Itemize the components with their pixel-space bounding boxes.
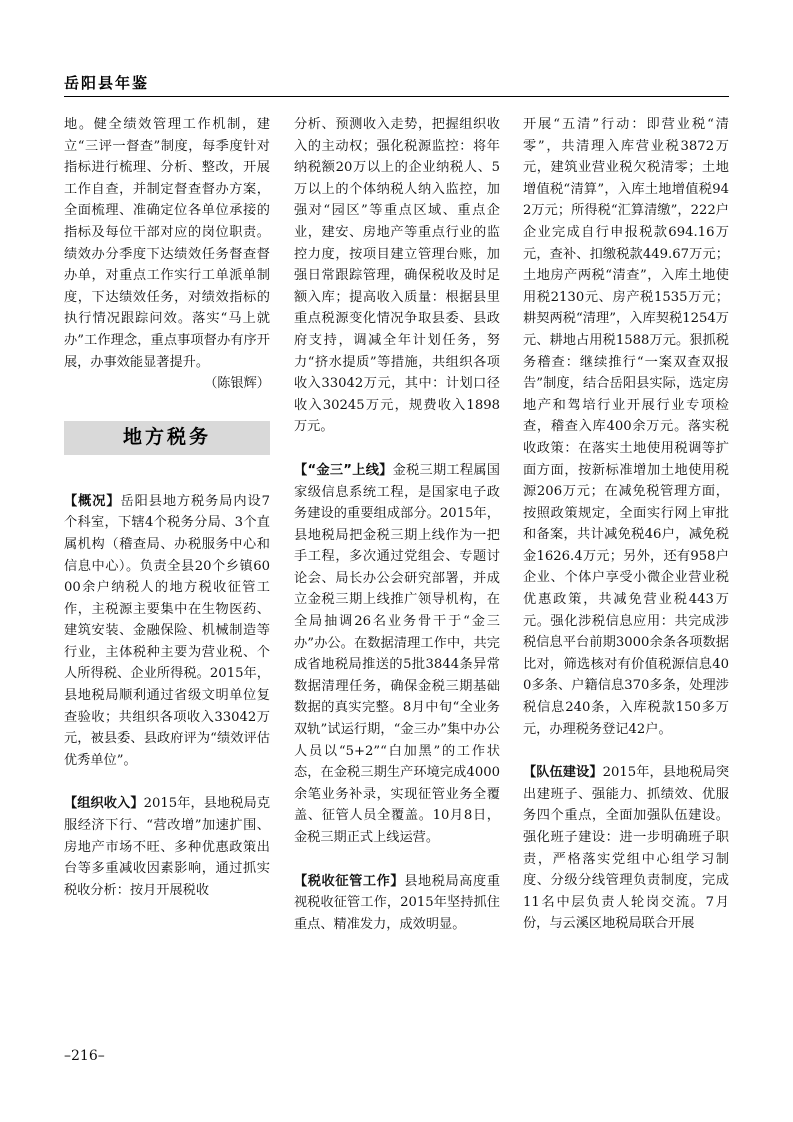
revenue-tag: 【组织收入】 <box>64 796 144 812</box>
paragraph-team-building <box>523 762 729 935</box>
column-3 <box>523 114 729 935</box>
paragraph-performance: 地。健全绩效管理工作机制，建立“三评一督查”制度，每季度针对指标进行梳理、分析、整改，开展工作自查，并制定督查督办方案，全面梳理、准确定位各单位承接的指标及每位干部对应的岗位职责。绩效办分季度下达绩效任务督查督办单，对重点工作实行工单派单制度，下达绩效任务，对绩效指标的执行情况跟踪问效。落实“马上就办”工作理念，重点事项督办有序开展，办事效能显著提升。 <box>64 117 270 370</box>
golden-tax-tag: 【“金三”上线】 <box>294 462 393 478</box>
page-number: –216– <box>64 1048 105 1064</box>
paragraph-tax-collection <box>294 871 500 936</box>
tax-collection-tag: 【税收征管工作】 <box>294 873 405 889</box>
paragraph-revenue-cont: 分析、预测收入走势，把握组织收入的主动权；强化税源监控：将年纳税额20万以上的企业纳税人、5万以上的个体纳税人纳入监控，加强对“园区”等重点区域、重点企业，建安、房地产等重点行业的监控力度，按项目建立管理台账，加强日常跟踪管理，确保税收及时足额入库；提高收入质量：根据县里重点税源变化情况争取县委、县政府支持，调减全年计划任务，努力“挤水提质”等措施，共组织各项收入33042万元，其中：计划口径收入30245万元，规费收入1898万元。 <box>294 117 500 435</box>
team-building-tag: 【队伍建设】 <box>523 765 603 781</box>
team-building-text: 2015年，县地税局突出建班子、强能力、抓绩效、优服务四个重点，全面加强队伍建设。强化班子建设：进一步明确班子职责，严格落实党组中心组学习制度、分级分线管理负责制度，完成11名中层负责人轮岗交流。7月份，与云溪区地税局联合开展 <box>523 765 730 932</box>
overview-tag: 【概况】 <box>64 493 121 509</box>
header-rule <box>64 96 729 97</box>
paragraph-revenue <box>64 793 270 901</box>
golden-tax-text: 金税三期工程属国家级信息系统工程，是国家电子政务建设的重要组成部分。2015年，县地税局把金税三期上线作为一把手工程，多次通过党组会、专题讨论会、局长办公会研究部署，并成立金税三期上线推广领导机构，在全局抽调26名业务骨干于“金三办”办公。在数据清理工作中，共完成省地税局推送的5批3844条异常数据清理任务，确保金税三期基础数据的真实完整。8月中旬“全业务双轨”试运行期，“金三办”集中办公人员以“5+2”“白加黑”的工作状态，在金税三期生产环境完成4000余笔业务补录，实现征管业务全覆盖、征管人员全覆盖。10月8日，金税三期正式上线运营。 <box>294 462 500 845</box>
book-title: 岳阳县年鉴 <box>64 74 150 92</box>
tax-collection-text: 县地税局高度重视税收征管工作，2015年坚持抓住重点、精准发力，成效明显。 <box>294 873 501 932</box>
paragraph-tax-collection-cont: 开展“五清”行动：即营业税“清零”，共清理入库营业税3872万元，建筑业营业税欠税清零；土地增值税“清算”，入库土地增值税942万元；所得税“汇算清缴”，222户企业完成自行申报税款694.16万元，查补、扣缴税款449.67万元；土地房产两税“清查”，入库土地使用税2130元、房产税1535万元；耕契两税“清理”，入库契税1254万元、耕地占用税1588万元。狠抓税务稽查：继续推行“一案双查双报告”制度，结合岳阳县实际，选定房地产和驾培行业开展行业专项检查，稽查入库400余万元。落实税收政策：在落实土地使用税调等扩面方面，按新标准增加土地使用税源206万元；在减免税管理方面，按照政策规定，全面实行网上审批和备案，共计减免税46户，减免税金1626.4万元；另外，还有958户企业、个体户享受小微企业营业税优惠政策，共减免营业税443万元。强化涉税信息应用：共完成涉税信息平台前期3000余条各项数据比对，筛选核对有价值税源信息400多条、户籍信息370多条，处理涉税信息240条，入库税款150多万元，办理税务登记42户。 <box>523 117 729 737</box>
paragraph-golden-tax <box>294 460 500 849</box>
column-1 <box>64 114 270 901</box>
paragraph-overview <box>64 491 270 772</box>
section-title: 地方税务 <box>64 421 270 455</box>
author-signature: （陈银辉） <box>204 376 270 392</box>
revenue-text: 2015年，县地税局克服经济下行、“营改增”加速扩围、房地产市场不旺、多种优惠政策出台等多重减收因素影响，通过抓实税收分析：按月开展税收 <box>64 796 271 898</box>
overview-text: 岳阳县地方税务局内设7个科室，下辖4个税务分局、3个直属机构（稽查局、办税服务中心和信息中心）。负责全县20个乡镇6000余户纳税人的地方税收征管工作，主税源主要集中在生物医药、建筑安装、金融保险、机械制造等行业，主体税种主要为营业税、个人所得税、企业所得税。2015年，县地税局顺利通过省级文明单位复查验收；共组织各项收入33042万元，被县委、县政府评为“绩效评估优秀单位”。 <box>64 493 271 768</box>
column-2 <box>294 114 500 935</box>
